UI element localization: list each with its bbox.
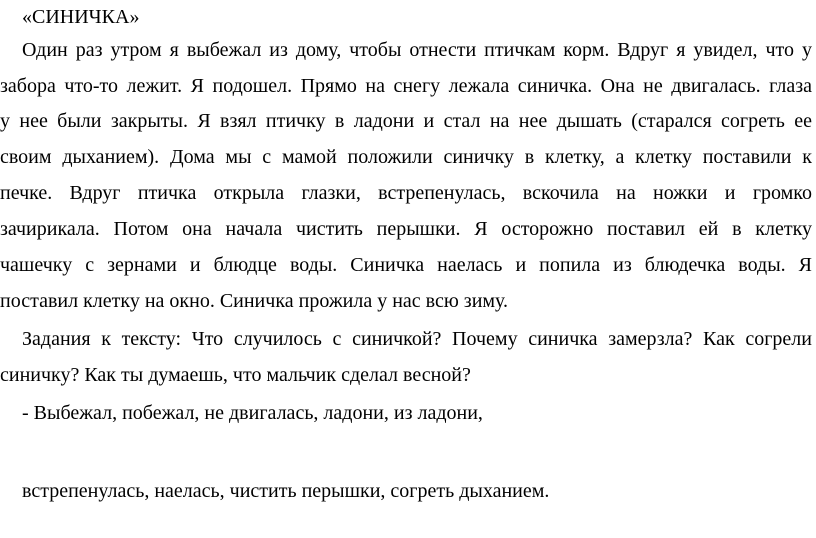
word-list-line-2: встрепенулась, наелась, чистить перышки, согреть дыханием. <box>22 480 550 502</box>
story-line-1: Один раз утром я выбежал из дому, чтобы отнести птичкам корм. Вдруг я увидел, что у <box>22 39 812 61</box>
word-list-line-1: - Выбежал, побежал, не двигалась, ладони, из ладони, <box>22 402 483 424</box>
story-line-3: у нее были закрыты. Я взял птичку в ладони и стал на нее дышать (старался согреть ее <box>0 110 812 132</box>
story-line-7: чашечку с зернами и блюдце воды. Синичка наелась и попила из блюдечка воды. Я <box>0 254 812 276</box>
story-title: «СИНИЧКА» <box>22 6 140 28</box>
story-line-5: печке. Вдруг птичка открыла глазки, встрепенулась, вскочила на ножки и громко <box>0 182 812 204</box>
story-line-4: своим дыханием). Дома мы с мамой положили синичку в клетку, а клетку поставили к <box>0 146 812 168</box>
task-line-1: Задания к тексту: Что случилось с синичкой? Почему синичка замерзла? Как согрели <box>22 328 812 350</box>
story-line-2: забора что-то лежит. Я подошел. Прямо на снегу лежала синичка. Она не двигалась. глаза <box>0 75 812 97</box>
story-line-8: поставил клетку на окно. Синичка прожила у нас всю зиму. <box>0 290 509 312</box>
task-line-2: синичку? Как ты думаешь, что мальчик сделал весной? <box>0 364 471 386</box>
story-line-6: зачирикала. Потом она начала чистить перышки. Я осторожно поставил ей в клетку <box>0 218 812 240</box>
